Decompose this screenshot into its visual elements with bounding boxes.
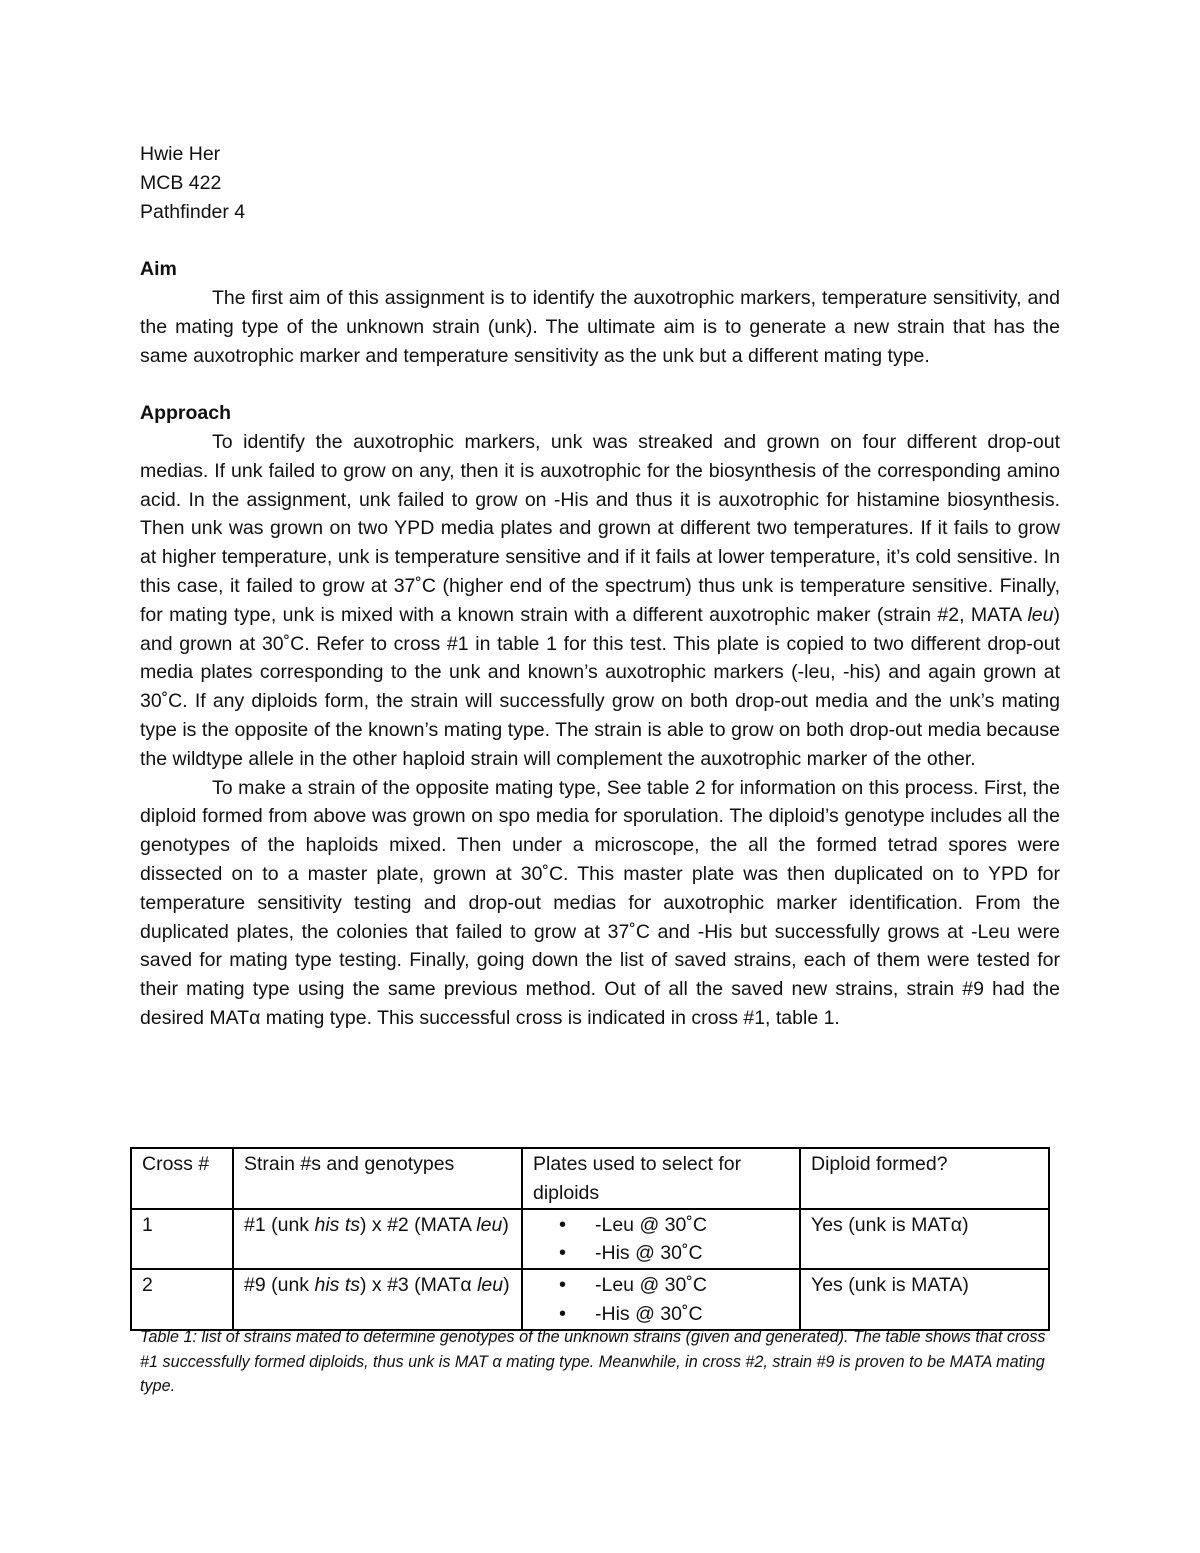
selection-plates	[522, 1209, 800, 1270]
plate-item: • -His @ 30˚C	[533, 1239, 789, 1268]
approach-paragraph-2: To make a strain of the opposite mating type, See table 2 for information on this process. First, the diploid formed from above was grown on spo media for sporulation. The diploid’s genotype includes all the genotypes of the haploids mixed. Then under a microscope, the all the formed tetrad spores were dissected on to a master plate, grown at 30˚C. This master plate was then duplicated on to YPD for temperature sensitivity testing and drop-out medias for auxotrophic marker identification. From the duplicated plates, the colonies that failed to grow at 37˚C and -His but successfully grows at -Leu were saved for mating type testing. Finally, going down the list of saved strains, each of them were tested for their mating type using the same previous method. Out of all the saved new strains, strain #9 had the desired MATα mating type. This successful cross is indicated in cross #1, table 1.	[140, 776, 1060, 1029]
strain-genotypes: #9 (unk his ts) x #3 (MATα leu)	[233, 1269, 522, 1330]
selection-plates	[522, 1269, 800, 1330]
table-header-cell: Cross #	[131, 1148, 233, 1209]
document-body	[140, 140, 1060, 1033]
table-row	[131, 1209, 1049, 1270]
table-header-cell: Diploid formed?	[800, 1148, 1049, 1209]
plate-item: • -Leu @ 30˚C	[533, 1211, 789, 1240]
aim-heading: Aim	[140, 258, 177, 281]
diploid-result: Yes (unk is MATA)	[800, 1269, 1049, 1330]
cross-number: 1	[131, 1209, 233, 1270]
diploid-result: Yes (unk is MATα)	[800, 1209, 1049, 1270]
assignment-title: Pathfinder 4	[140, 200, 246, 223]
plate-item: • -His @ 30˚C	[533, 1300, 789, 1329]
crosses-table	[130, 1147, 1050, 1331]
table-header-row	[131, 1148, 1049, 1209]
strain-genotypes: #1 (unk his ts) x #2 (MATA leu)	[233, 1209, 522, 1270]
approach-paragraph-1: To identify the auxotrophic markers, unk was streaked and grown on four different drop-out medias. If unk failed to grow on any, then it is auxotrophic for the biosynthesis of the corresponding amino acid. In the assignment, unk failed to grow on -His and thus it is auxotrophic for histamine biosynthesis. Then unk was grown on two YPD media plates and grown at different two temperatures. If it fails to grow at higher temperature, unk is temperature sensitive and if it fails at lower temperature, it’s cold sensitive. In this case, it failed to grow at 37˚C (higher end of the spectrum) thus unk is temperature sensitive. Finally, for mating type, unk is mixed with a known strain with a different auxotrophic maker (strain #2, MATA leu) and grown at 30˚C. Refer to cross #1 in table 1 for this test. This plate is copied to two different drop-out media plates corresponding to the unk and known’s auxotrophic markers (-leu, -his) and again grown at 30˚C. If any diploids form, the strain will successfully grow on both drop-out media and the unk’s mating type is the opposite of the known’s mating type. The strain is able to grow on both drop-out media because the wildtype allele in the other haploid strain will complement the auxotrophic marker of the other.	[140, 430, 1060, 770]
table-header-cell: Plates used to select for diploids	[522, 1148, 800, 1209]
approach-heading: Approach	[140, 402, 232, 425]
plate-item: • -Leu @ 30˚C	[533, 1271, 789, 1300]
cross-number: 2	[131, 1269, 233, 1330]
aim-paragraph: The first aim of this assignment is to identify the auxotrophic markers, temperature sensitivity, and the mating type of the unknown strain (unk). The ultimate aim is to generate a new strain that has the same auxotrophic marker and temperature sensitivity as the unk but a different mating type.	[140, 286, 1060, 367]
author-name: Hwie Her	[140, 143, 221, 165]
course-code: MCB 422	[140, 171, 222, 194]
table-header-cell: Strain #s and genotypes	[233, 1148, 522, 1209]
table-row	[131, 1269, 1049, 1330]
table-caption: Table 1: list of strains mated to determine genotypes of the unknown strains (given and generated). The table shows that cross #1 successfully formed diploids, thus unk is MAT α mating type. Meanwhile, in cross #2, strain #9 is proven to be MATA mating type.	[140, 1328, 1046, 1395]
